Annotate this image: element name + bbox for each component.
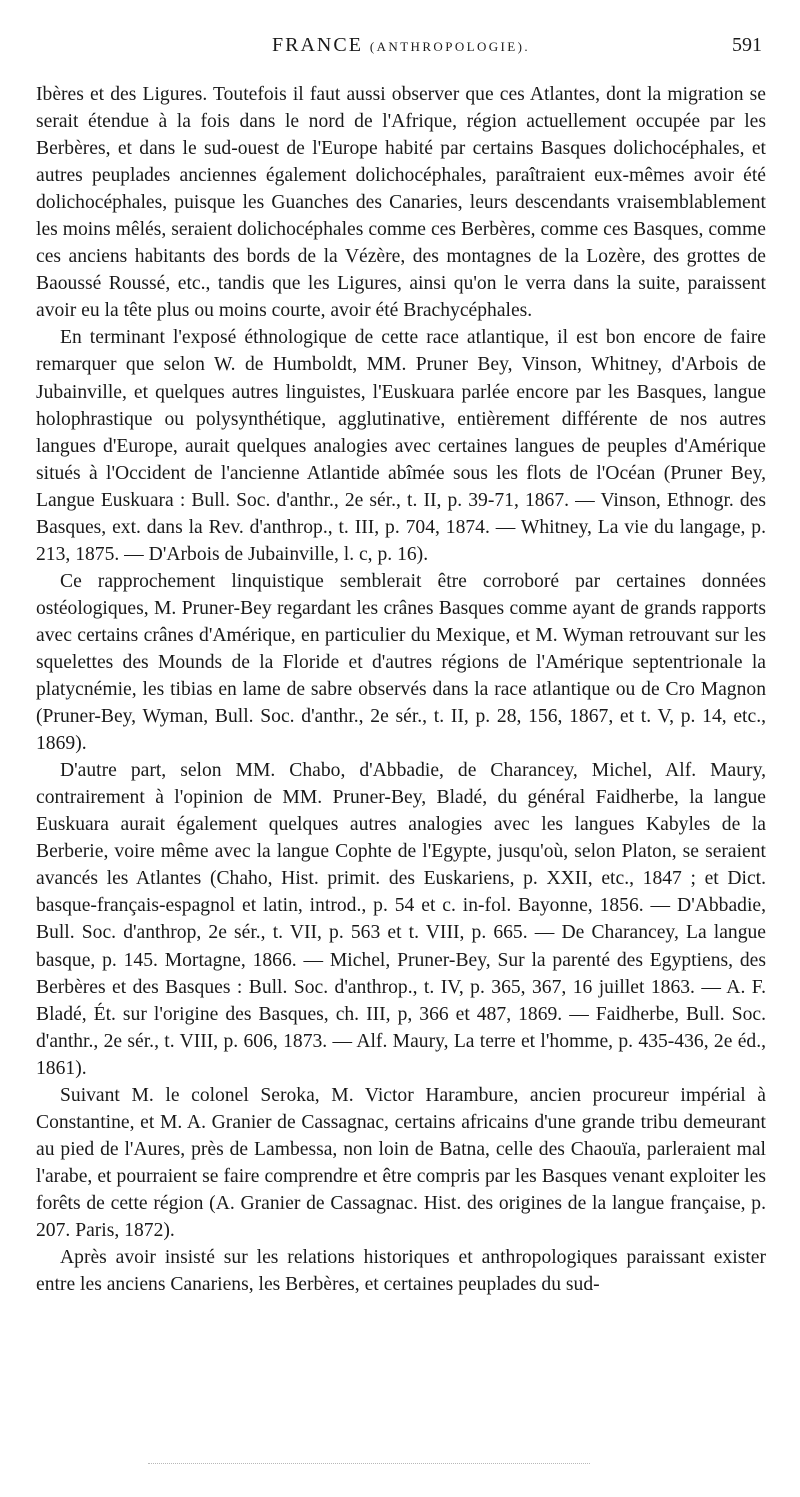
paragraph-canariens: Après avoir insisté sur les relations historiques et anthropologiques paraissant exister entre les anciens Canariens, les Berbères, et certaines peuplades du sud-	[36, 1247, 766, 1296]
paragraph-osteology: Ce rapprochement linquistique semblerait être corroboré par certaines données ostéologiques, M. Pruner-Bey regardant les crânes Basques comme ayant de grands rapports avec certains crânes d'Amérique, en particulier du Mexique, et M. Wyman retrouvant sur les squelettes des Mounds de la Floride et d'autres régions de l'Amérique septentrionale la platycnémie, les tibias en lame de sabre observés dans la race atlantique ou de Cro Magnon (Pruner-Bey, Wyman, Bull. Soc. d'anthr., 2e sér., t. II, p. 28, 156, 1867, et t. V, p. 14, etc., 1869).	[36, 570, 766, 755]
body-text	[36, 81, 766, 1298]
bottom-divider	[148, 1463, 590, 1464]
running-title	[36, 34, 766, 57]
running-title-main: FRANCE	[272, 34, 363, 56]
paragraph-euskuara: En terminant l'exposé éthnologique de cette race atlantique, il est bon encore de faire remarquer que selon W. de Humboldt, MM. Pruner Bey, Vinson, Whitney, d'Arbois de Jubainville, et quelques autres linguistes, l'Euskuara parlée encore par les Basques, langue holophrastique ou polysynthétique, agglutinative, entièrement différente de nos autres langues d'Europe, aurait quelques analogies avec certaines langues de peuples d'Amérique situés à l'Occident de l'ancienne Atlantide abîmée sous les flots de l'Océan (Pruner Bey, Langue Euskuara : Bull. Soc. d'anthr., 2e sér., t. II, p. 39-71, 1867. — Vinson, Ethnogr. des Basques, ext. dans la Rev. d'anthrop., t. III, p. 704, 1874. — Whitney, La vie du langage, p. 213, 1875. — D'Arbois de Jubainville, l. c, p. 16).	[36, 327, 766, 565]
paragraph-chaouia: Suivant M. le colonel Seroka, M. Victor Harambure, ancien procureur impérial à Constantine, et M. A. Granier de Cassagnac, certains africains d'une grande tribu demeurant au pied de l'Aures, près de Lambessa, non loin de Batna, celle des Chaouïa, parleraient mal l'arabe, et pourraient se faire comprendre et être compris par les Basques venant exploiter les forêts de cette région (A. Granier de Cassagnac. Hist. des origines de la langue française, p. 207. Paris, 1872).	[36, 1084, 766, 1241]
paragraph-continuation: Ibères et des Ligures. Toutefois il faut aussi observer que ces Atlantes, dont la migration se serait étendue à la fois dans le nord de l'Afrique, région actuellement occupée par les Berbères, et dans le sud-ouest de l'Europe habité par certains Basques dolichocéphales, et autres peuplades anciennes également dolichocéphales, paraîtraient eux-mêmes avoir été dolichocéphales, puisque les Guanches des Canaries, leurs descendants vraisemblablement les moins mêlés, seraient dolichocéphales comme ces Berbères, comme ces Basques, comme ces anciens habitants des bords de la Vézère, des montagnes de la Lozère, des grottes de Baoussé Roussé, etc., tandis que les Ligures, ainsi qu'on le verra dans la suite, paraissent avoir eu la tête plus ou moins courte, avoir été Brachycéphales.	[36, 84, 766, 322]
running-title-sub: (ANTHROPOLOGIE).	[369, 39, 530, 54]
running-head	[36, 26, 766, 62]
paragraph-kabyle: D'autre part, selon MM. Chabo, d'Abbadie, de Charancey, Michel, Alf. Maury, contrairement à l'opinion de MM. Pruner-Bey, Bladé, du général Faidherbe, la langue Euskuara aurait également quelques autres analogies avec les langues Kabyles de la Berberie, voire même avec la langue Cophte de l'Egypte, jusqu'où, selon Platon, se seraient avancés les Atlantes (Chaho, Hist. primit. des Euskariens, p. XXII, etc., 1847 ; et Dict. basque-français-espagnol et latin, introd., p. 54 et c. in-fol. Bayonne, 1856. — D'Abbadie, Bull. Soc. d'anthrop, 2e sér., t. VII, p. 563 et t. VIII, p. 665. — De Charancey, La langue basque, p. 145. Mortagne, 1866. — Michel, Pruner-Bey, Sur la parenté des Egyptiens, des Berbères et des Basques : Bull. Soc. d'anthrop., t. IV, p. 365, 367, 16 juillet 1863. — A. F. Bladé, Ét. sur l'origine des Basques, ch. III, p, 366 et 487, 1869. — Faidherbe, Bull. Soc. d'anthr., 2e sér., t. VIII, p. 606, 1873. — Alf. Maury, La terre et l'homme, p. 435-436, 2e éd., 1861).	[36, 760, 766, 1079]
page-number: 591	[732, 34, 762, 56]
